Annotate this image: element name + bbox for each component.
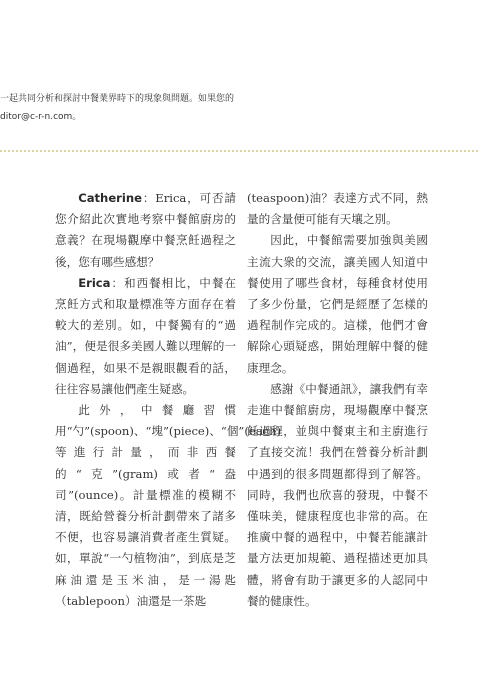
dotted-divider [0,150,478,152]
paragraph-erica-answer [55,273,236,400]
catherine-question-text: ：Erica，可否請您介紹此次實地考察中餐館廚房的意義？在現場觀摩中餐烹飪過程之後，您有哪些感想？ [55,191,236,269]
paragraph-continued: (teaspoon)油？表達方式不同，熱量的含量便可能有天壤之別。 [247,191,428,227]
speaker-erica: Erica [78,275,111,290]
paragraph-thanks: 感謝《中餐通訊》，讓我們有幸走進中餐館廚房，現場觀摩中餐烹飪過程，並與中餐東主和主廚進行了直接交流！我們在營養分析計劃中遇到的很多問題都得到了解答。同時，我們也欣喜的發現，中餐不僅味美，健康程度也非常的高。在推廣中餐的過程中，中餐若能讓計量方法更加規範、過程描述更加具體，將會有助于讓更多的人認同中餐的健康性。 [247,381,428,608]
paragraph-communication: 因此，中餐館需要加強與美國主流大衆的交流，讓美國人知道中餐使用了哪些食材，每種食材使用了多少份量，它們是經歷了怎樣的過程制作完成的。這樣，他們才會解除心頭疑惑，開始理解中餐的健康理念。 [247,233,428,375]
paragraph-measurement: 此外，中餐廳習慣用“勺”(spoon)、“塊”(piece)、“個”(each)等進行計量，而非西餐的“克”(gram)或者“盎司”(ounce)。計量標准的模糊不清，既給營養分析計劃帶來了諸多不便，也容易讓消費者產生質疑。如，單說“一勺植物油”，到底是芝麻油還是玉米油，是一湯匙（tablepoon）油還是一茶匙 [55,403,282,608]
article-column-right [247,188,428,612]
speaker-catherine: Catherine [78,191,142,205]
paragraph-catherine-question [55,188,236,273]
article-column-left [55,188,282,612]
intro-email-line: ditor@c-r-n.com。 [0,112,82,122]
erica-answer-text: ：和西餐相比，中餐在烹飪方式和取量標准等方面存在着較大的差別。如，中餐獨有的“過油”，便是很多美國人難以理解的一個過程，如果不是親眼觀看的話，往往容易讓他們產生疑惑。 [55,275,236,396]
intro-line-1: 一起共同分析和探討中餐業界時下的現象與問題。如果您的 [0,94,235,104]
